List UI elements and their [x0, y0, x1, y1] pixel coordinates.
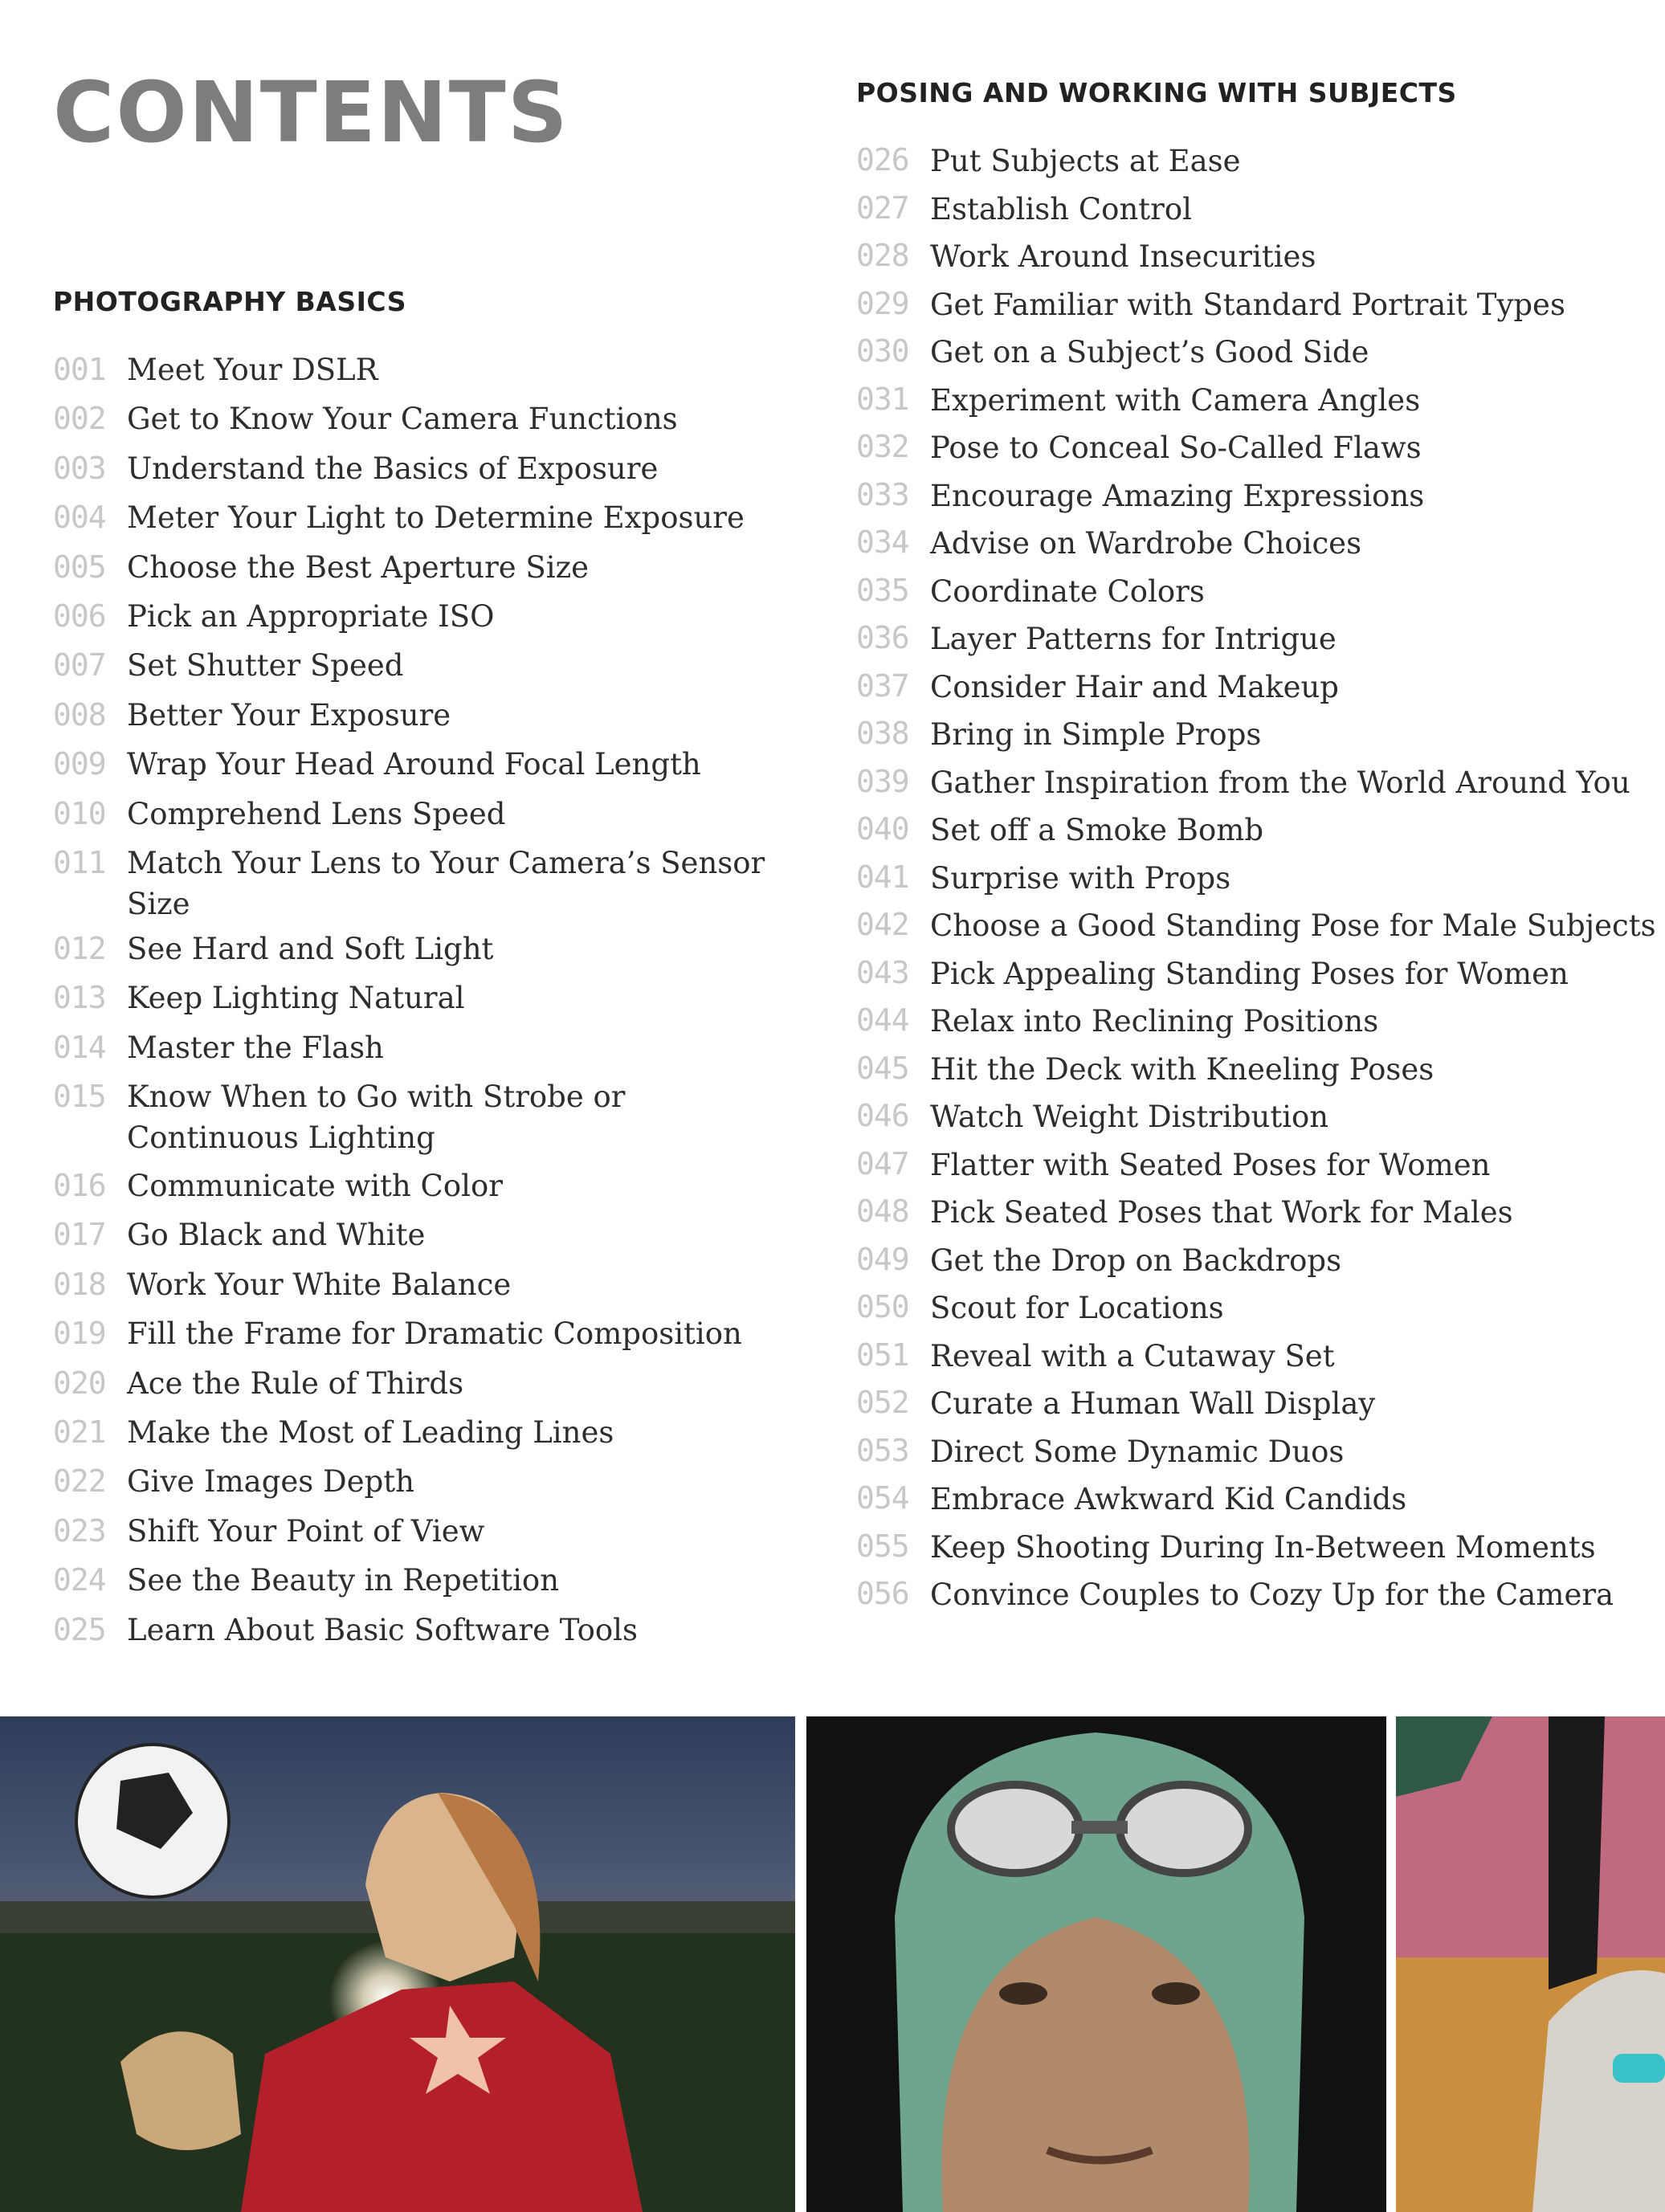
toc-entry-number: 010 — [53, 795, 106, 831]
toc-entry — [856, 376, 1659, 424]
toc-entry-number: 021 — [53, 1414, 106, 1451]
toc-entry-number: 032 — [856, 429, 909, 464]
toc-list-photography-basics — [53, 345, 808, 1655]
toc-entry — [856, 1284, 1659, 1332]
toc-entry-title: Embrace Awkward Kid Candids — [930, 1482, 1407, 1516]
toc-entry — [856, 1475, 1659, 1523]
toc-entry — [53, 740, 808, 789]
toc-entry — [856, 1092, 1659, 1141]
toc-entry — [856, 567, 1659, 615]
toc-entry-title: Match Your Lens to Your Camera’s Sensor Size — [127, 845, 765, 921]
toc-entry — [856, 614, 1659, 663]
toc-entry-number: 048 — [856, 1194, 909, 1229]
toc-entry — [53, 1260, 808, 1309]
photo-woman-sunglasses — [1396, 1716, 1665, 2212]
toc-entry-number: 053 — [856, 1432, 909, 1468]
toc-entry — [53, 1210, 808, 1259]
toc-entry-number: 030 — [856, 333, 909, 369]
toc-entry-number: 052 — [856, 1385, 909, 1420]
toc-entry-title: Scout for Locations — [930, 1291, 1224, 1325]
toc-entry — [856, 997, 1659, 1045]
toc-entry — [53, 444, 808, 493]
toc-entry-title: Hit the Deck with Kneeling Poses — [930, 1051, 1434, 1087]
toc-entry — [856, 280, 1659, 329]
toc-entry — [856, 1236, 1659, 1284]
toc-entry-title: Meet Your DSLR — [127, 353, 378, 387]
toc-entry-number: 012 — [53, 930, 106, 966]
toc-entry-number: 044 — [856, 1002, 909, 1038]
toc-entry-number: 039 — [856, 763, 909, 799]
toc-entry-number: 016 — [53, 1168, 106, 1204]
toc-entry-title: Advise on Wardrobe Choices — [930, 526, 1362, 561]
toc-entry-title: Flatter with Seated Poses for Women — [930, 1147, 1491, 1182]
toc-entry-number: 023 — [53, 1512, 106, 1549]
toc-entry — [53, 691, 808, 740]
toc-entry — [856, 901, 1659, 949]
toc-entry-title: Encourage Amazing Expressions — [930, 478, 1425, 513]
toc-entry-title: Learn About Basic Software Tools — [127, 1612, 638, 1647]
toc-entry-title: See the Beauty in Repetition — [127, 1563, 560, 1598]
toc-entry-title: Bring in Simple Props — [930, 717, 1262, 752]
toc-entry-number: 045 — [856, 1050, 909, 1086]
toc-entry — [53, 1606, 808, 1655]
toc-entry-title: Go Black and White — [127, 1218, 426, 1253]
toc-entry-title: Experiment with Camera Angles — [930, 382, 1421, 418]
toc-entry-title: Reveal with a Cutaway Set — [930, 1338, 1335, 1373]
toc-entry-title: Establish Control — [930, 191, 1192, 227]
toc-entry — [53, 1309, 808, 1358]
toc-entry-number: 056 — [856, 1576, 909, 1611]
toc-entry-number: 015 — [53, 1079, 106, 1115]
toc-entry — [856, 663, 1659, 711]
toc-entry-title: Keep Lighting Natural — [127, 981, 465, 1016]
toc-entry-title: Gather Inspiration from the World Around You — [930, 765, 1630, 800]
toc-entry-number: 050 — [856, 1289, 909, 1324]
toc-entry-title: Comprehend Lens Speed — [127, 796, 506, 831]
soccer-photo-illustration — [0, 1716, 795, 2212]
toc-entry-title: Direct Some Dynamic Duos — [930, 1434, 1345, 1469]
toc-entry-title: Convince Couples to Cozy Up for the Camera — [930, 1577, 1614, 1612]
woman-photo-illustration — [1396, 1716, 1665, 2212]
toc-entry-title: Pose to Conceal So-Called Flaws — [930, 431, 1422, 465]
toc-entry — [53, 790, 808, 839]
toc-entry-title: Work Your White Balance — [127, 1267, 512, 1302]
toc-entry — [856, 949, 1659, 998]
toc-entry-title: Give Images Depth — [127, 1464, 414, 1500]
toc-entry-number: 014 — [53, 1029, 106, 1065]
toc-entry — [856, 854, 1659, 902]
toc-entry-number: 049 — [856, 1241, 909, 1277]
toc-entry-number: 011 — [53, 844, 106, 880]
toc-entry-number: 046 — [856, 1098, 909, 1133]
toc-entry-title: Make the Most of Leading Lines — [127, 1415, 614, 1451]
toc-entry-title: Curate a Human Wall Display — [930, 1386, 1376, 1421]
toc-entry-number: 027 — [856, 190, 909, 226]
toc-entry-number: 035 — [856, 572, 909, 608]
toc-entry-number: 003 — [53, 450, 106, 486]
toc-entry-number: 042 — [856, 907, 909, 942]
toc-entry — [53, 1457, 808, 1506]
toc-entry — [856, 519, 1659, 567]
toc-entry-number: 004 — [53, 500, 106, 536]
toc-entry-number: 055 — [856, 1528, 909, 1564]
toc-entry-title: Pick an Appropriate ISO — [127, 598, 495, 634]
toc-entry-number: 040 — [856, 811, 909, 847]
toc-entry-number: 033 — [856, 476, 909, 512]
toc-entry — [53, 1072, 808, 1161]
toc-entry — [856, 328, 1659, 376]
toc-entry-title: Know When to Go with Strobe or Continuous Lighting — [127, 1079, 626, 1156]
toc-entry-number: 043 — [856, 954, 909, 990]
toc-entry-number: 022 — [53, 1463, 106, 1500]
toc-entry — [856, 806, 1659, 854]
toc-entry — [53, 1359, 808, 1408]
toc-entry — [856, 1379, 1659, 1427]
toc-entry-number: 007 — [53, 647, 106, 684]
section-heading-posing: POSING AND WORKING WITH SUBJECTS — [856, 77, 1457, 108]
toc-entry — [53, 1556, 808, 1605]
toc-entry-title: See Hard and Soft Light — [127, 931, 494, 966]
toc-entry — [856, 758, 1659, 806]
toc-entry — [856, 1427, 1659, 1475]
toc-entry-title: Work Around Insecurities — [930, 239, 1316, 274]
toc-entry-number: 013 — [53, 980, 106, 1016]
toc-entry-number: 019 — [53, 1316, 106, 1352]
toc-entry-number: 047 — [856, 1145, 909, 1182]
toc-entry-title: Set Shutter Speed — [127, 648, 404, 684]
toc-entry-number: 002 — [53, 401, 106, 437]
toc-entry — [856, 232, 1659, 280]
toc-entry — [53, 1507, 808, 1556]
swimmer-photo-illustration — [806, 1716, 1386, 2212]
toc-entry-number: 051 — [856, 1337, 909, 1373]
toc-entry-title: Get to Know Your Camera Functions — [127, 402, 678, 437]
toc-entry-title: Choose the Best Aperture Size — [127, 549, 589, 585]
toc-entry-title: Consider Hair and Makeup — [930, 669, 1339, 704]
toc-entry-title: Communicate with Color — [127, 1169, 503, 1204]
toc-entry-number: 006 — [53, 598, 106, 634]
toc-entry-number: 029 — [856, 285, 909, 321]
toc-entry-number: 024 — [53, 1562, 106, 1598]
toc-entry — [856, 1523, 1659, 1571]
toc-entry-title: Surprise with Props — [930, 860, 1231, 896]
toc-entry-title: Get Familiar with Standard Portrait Types — [930, 287, 1565, 322]
toc-entry — [856, 1045, 1659, 1093]
toc-entry-title: Pick Appealing Standing Poses for Women — [930, 956, 1569, 991]
toc-entry — [53, 641, 808, 690]
toc-entry — [856, 1332, 1659, 1380]
toc-entry-title: Get the Drop on Backdrops — [930, 1243, 1342, 1278]
toc-entry-number: 025 — [53, 1611, 106, 1647]
toc-entry-number: 031 — [856, 381, 909, 417]
toc-entry-number: 008 — [53, 696, 106, 733]
toc-entry-number: 026 — [856, 142, 909, 178]
section-heading-photography-basics: PHOTOGRAPHY BASICS — [53, 286, 406, 317]
toc-entry-number: 034 — [856, 524, 909, 560]
toc-entry — [53, 1408, 808, 1457]
toc-entry-title: Better Your Exposure — [127, 697, 451, 733]
toc-entry-number: 028 — [856, 238, 909, 273]
toc-entry-title: Relax into Reclining Positions — [930, 1004, 1379, 1039]
toc-entry-title: Pick Seated Poses that Work for Males — [930, 1195, 1513, 1230]
page-title: CONTENTS — [53, 63, 569, 161]
toc-entry-number: 017 — [53, 1217, 106, 1253]
toc-entry-title: Choose a Good Standing Pose for Male Subjects — [930, 908, 1656, 943]
toc-entry-title: Fill the Frame for Dramatic Composition — [127, 1316, 742, 1352]
toc-list-posing — [856, 137, 1659, 1618]
toc-entry — [53, 1023, 808, 1072]
toc-entry-title: Put Subjects at Ease — [930, 144, 1241, 178]
toc-entry — [856, 471, 1659, 520]
toc-entry-title: Wrap Your Head Around Focal Length — [127, 747, 701, 782]
toc-entry-title: Layer Patterns for Intrigue — [930, 622, 1336, 656]
toc-entry-number: 036 — [856, 620, 909, 655]
photo-soccer-goalkeeper — [0, 1716, 795, 2212]
toc-entry-title: Get on a Subject’s Good Side — [930, 335, 1369, 369]
toc-entry-title: Set off a Smoke Bomb — [930, 813, 1264, 847]
toc-entry — [53, 543, 808, 592]
toc-entry-number: 054 — [856, 1480, 909, 1516]
toc-entry — [53, 592, 808, 641]
toc-entry — [53, 924, 808, 973]
toc-entry — [53, 394, 808, 443]
toc-entry-number: 041 — [856, 859, 909, 895]
toc-entry-number: 018 — [53, 1266, 106, 1302]
toc-entry-number: 001 — [53, 352, 106, 387]
toc-entry — [53, 345, 808, 394]
toc-entry — [856, 423, 1659, 471]
toc-entry — [53, 493, 808, 542]
toc-entry — [856, 185, 1659, 233]
toc-entry-title: Meter Your Light to Determine Exposure — [127, 500, 745, 536]
toc-entry-title: Coordinate Colors — [930, 573, 1205, 609]
toc-entry — [856, 1141, 1659, 1189]
toc-entry — [856, 1188, 1659, 1236]
toc-entry — [53, 839, 808, 924]
toc-entry-title: Understand the Basics of Exposure — [127, 451, 659, 486]
toc-entry — [856, 1570, 1659, 1618]
toc-entry-number: 009 — [53, 746, 106, 782]
toc-entry — [53, 1161, 808, 1210]
toc-entry-title: Shift Your Point of View — [127, 1513, 485, 1549]
toc-entry-number: 005 — [53, 549, 106, 585]
toc-entry — [856, 710, 1659, 758]
toc-entry — [53, 973, 808, 1022]
toc-entry-title: Ace the Rule of Thirds — [127, 1365, 464, 1401]
photo-elderly-swimmer — [806, 1716, 1386, 2212]
toc-entry-number: 037 — [856, 667, 909, 704]
toc-entry-title: Watch Weight Distribution — [930, 1100, 1329, 1134]
toc-entry-title: Master the Flash — [127, 1030, 384, 1065]
toc-entry-number: 020 — [53, 1365, 106, 1401]
toc-entry-title: Keep Shooting During In-Between Moments — [930, 1529, 1596, 1565]
toc-entry — [856, 137, 1659, 185]
toc-entry-number: 038 — [856, 716, 909, 751]
